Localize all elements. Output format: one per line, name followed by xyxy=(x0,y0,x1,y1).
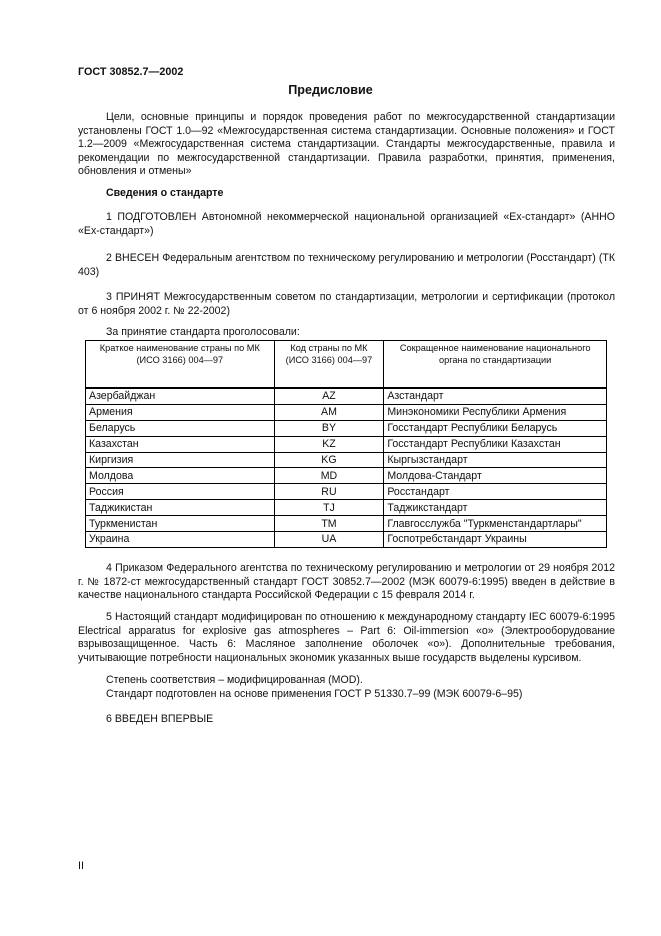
table-row xyxy=(86,388,607,404)
table-row xyxy=(86,516,607,532)
table-row xyxy=(86,532,607,548)
page-title: Предисловие xyxy=(288,83,373,97)
section-heading: Сведения о стандарте xyxy=(106,187,224,199)
page-number: II xyxy=(78,860,84,872)
table-row xyxy=(86,404,607,420)
item-1-paragraph: 1 ПОДГОТОВЛЕН Автономной некоммерческой национальной организацией «Ех-стандарт» (АННО «Ех-стандарт») xyxy=(78,211,615,237)
code-cell: KZ xyxy=(274,436,384,452)
body-cell: Госстандарт Республики Беларусь xyxy=(384,420,607,436)
country-cell: Беларусь xyxy=(86,420,275,436)
item-6-paragraph: 6 ВВЕДЕН ВПЕРВЫЕ xyxy=(106,713,214,725)
voting-countries-table xyxy=(85,340,607,548)
country-cell: Молдова xyxy=(86,468,275,484)
body-cell: Азстандарт xyxy=(384,388,607,404)
country-cell: Украина xyxy=(86,532,275,548)
table-row xyxy=(86,468,607,484)
country-cell: Азербайджан xyxy=(86,388,275,404)
code-cell: UA xyxy=(274,532,384,548)
table-caption: За принятие стандарта проголосовали: xyxy=(106,326,300,338)
item-4-paragraph: 4 Приказом Федерального агентства по техническому регулированию и метрологии от 29 ноября 2012 г. № 1872-ст межгосударственный стандарт ГОСТ 30852.7—2002 (МЭК 60079-6:1995) введен в действие в качестве национального стандарта Российской Федерации с 15 февраля 2014 г. xyxy=(78,562,615,601)
column-header-country: Краткое наименование страны по МК (ИСО 3166) 004—97 xyxy=(86,341,275,389)
body-cell: Росстандарт xyxy=(384,484,607,500)
code-cell: TJ xyxy=(274,500,384,516)
code-cell: TM xyxy=(274,516,384,532)
code-cell: BY xyxy=(274,420,384,436)
country-cell: Таджикистан xyxy=(86,500,275,516)
table-header-row xyxy=(86,341,607,389)
item-5-paragraph: 5 Настоящий стандарт модифицирован по отношению к международному стандарту IEC 60079-6:1995 Electrical apparatus for explosive gas atmospheres – Part 6: Oil-immersion «о» (Электрооборудование взрывозащищенное. Часть 6: Масляное заполнение оболочек «о»). Дополнительные требования, учитывающие потребности национальных экономик указанных выше государств выделены курсивом. xyxy=(78,611,615,664)
body-cell: Госстандарт Республики Казахстан xyxy=(384,436,607,452)
code-cell: RU xyxy=(274,484,384,500)
body-cell: Кыргызстандарт xyxy=(384,452,607,468)
column-header-code: Код страны по МК (ИСО 3166) 004—97 xyxy=(274,341,384,389)
item-5-conformity: Степень соответствия – модифицированная (MOD). xyxy=(106,674,363,686)
item-3-paragraph: 3 ПРИНЯТ Межгосударственным советом по стандартизации, метрологии и сертификации (протокол от 6 ноября 2002 г. № 22-2002) xyxy=(78,291,615,317)
code-cell: MD xyxy=(274,468,384,484)
table-row xyxy=(86,452,607,468)
standard-code-header: ГОСТ 30852.7—2002 xyxy=(78,66,184,78)
code-cell: KG xyxy=(274,452,384,468)
country-cell: Туркменистан xyxy=(86,516,275,532)
code-cell: AZ xyxy=(274,388,384,404)
item-5-basis: Стандарт подготовлен на основе применения ГОСТ Р 51330.7–99 (МЭК 60079-6–95) xyxy=(106,688,523,700)
body-cell: Минэкономики Республики Армения xyxy=(384,404,607,420)
intro-paragraph: Цели, основные принципы и порядок проведения работ по межгосударственной стандартизации установлены ГОСТ 1.0—92 «Межгосударственная система стандартизации. Основные положения» и ГОСТ 1.2—2009 «Межгосударственная система стандартизации. Стандарты межгосударственные, правила и рекомендации по межгосударственной стандартизации. Правила разработки, принятия, применения, обновления и отмены» xyxy=(78,111,615,177)
body-cell: Главгосслужба "Туркменстандартлары" xyxy=(384,516,607,532)
table-row xyxy=(86,484,607,500)
table-row xyxy=(86,500,607,516)
code-cell: AM xyxy=(274,404,384,420)
country-cell: Россия xyxy=(86,484,275,500)
item-2-paragraph: 2 ВНЕСЕН Федеральным агентством по техническому регулированию и метрологии (Росстандарт) (ТК 403) xyxy=(78,252,615,278)
body-cell: Госпотребстандарт Украины xyxy=(384,532,607,548)
country-cell: Казахстан xyxy=(86,436,275,452)
column-header-body: Сокращенное наименование национального органа по стандартизации xyxy=(384,341,607,389)
table-row xyxy=(86,436,607,452)
country-cell: Киргизия xyxy=(86,452,275,468)
table-row xyxy=(86,420,607,436)
body-cell: Молдова-Стандарт xyxy=(384,468,607,484)
body-cell: Таджикстандарт xyxy=(384,500,607,516)
country-cell: Армения xyxy=(86,404,275,420)
